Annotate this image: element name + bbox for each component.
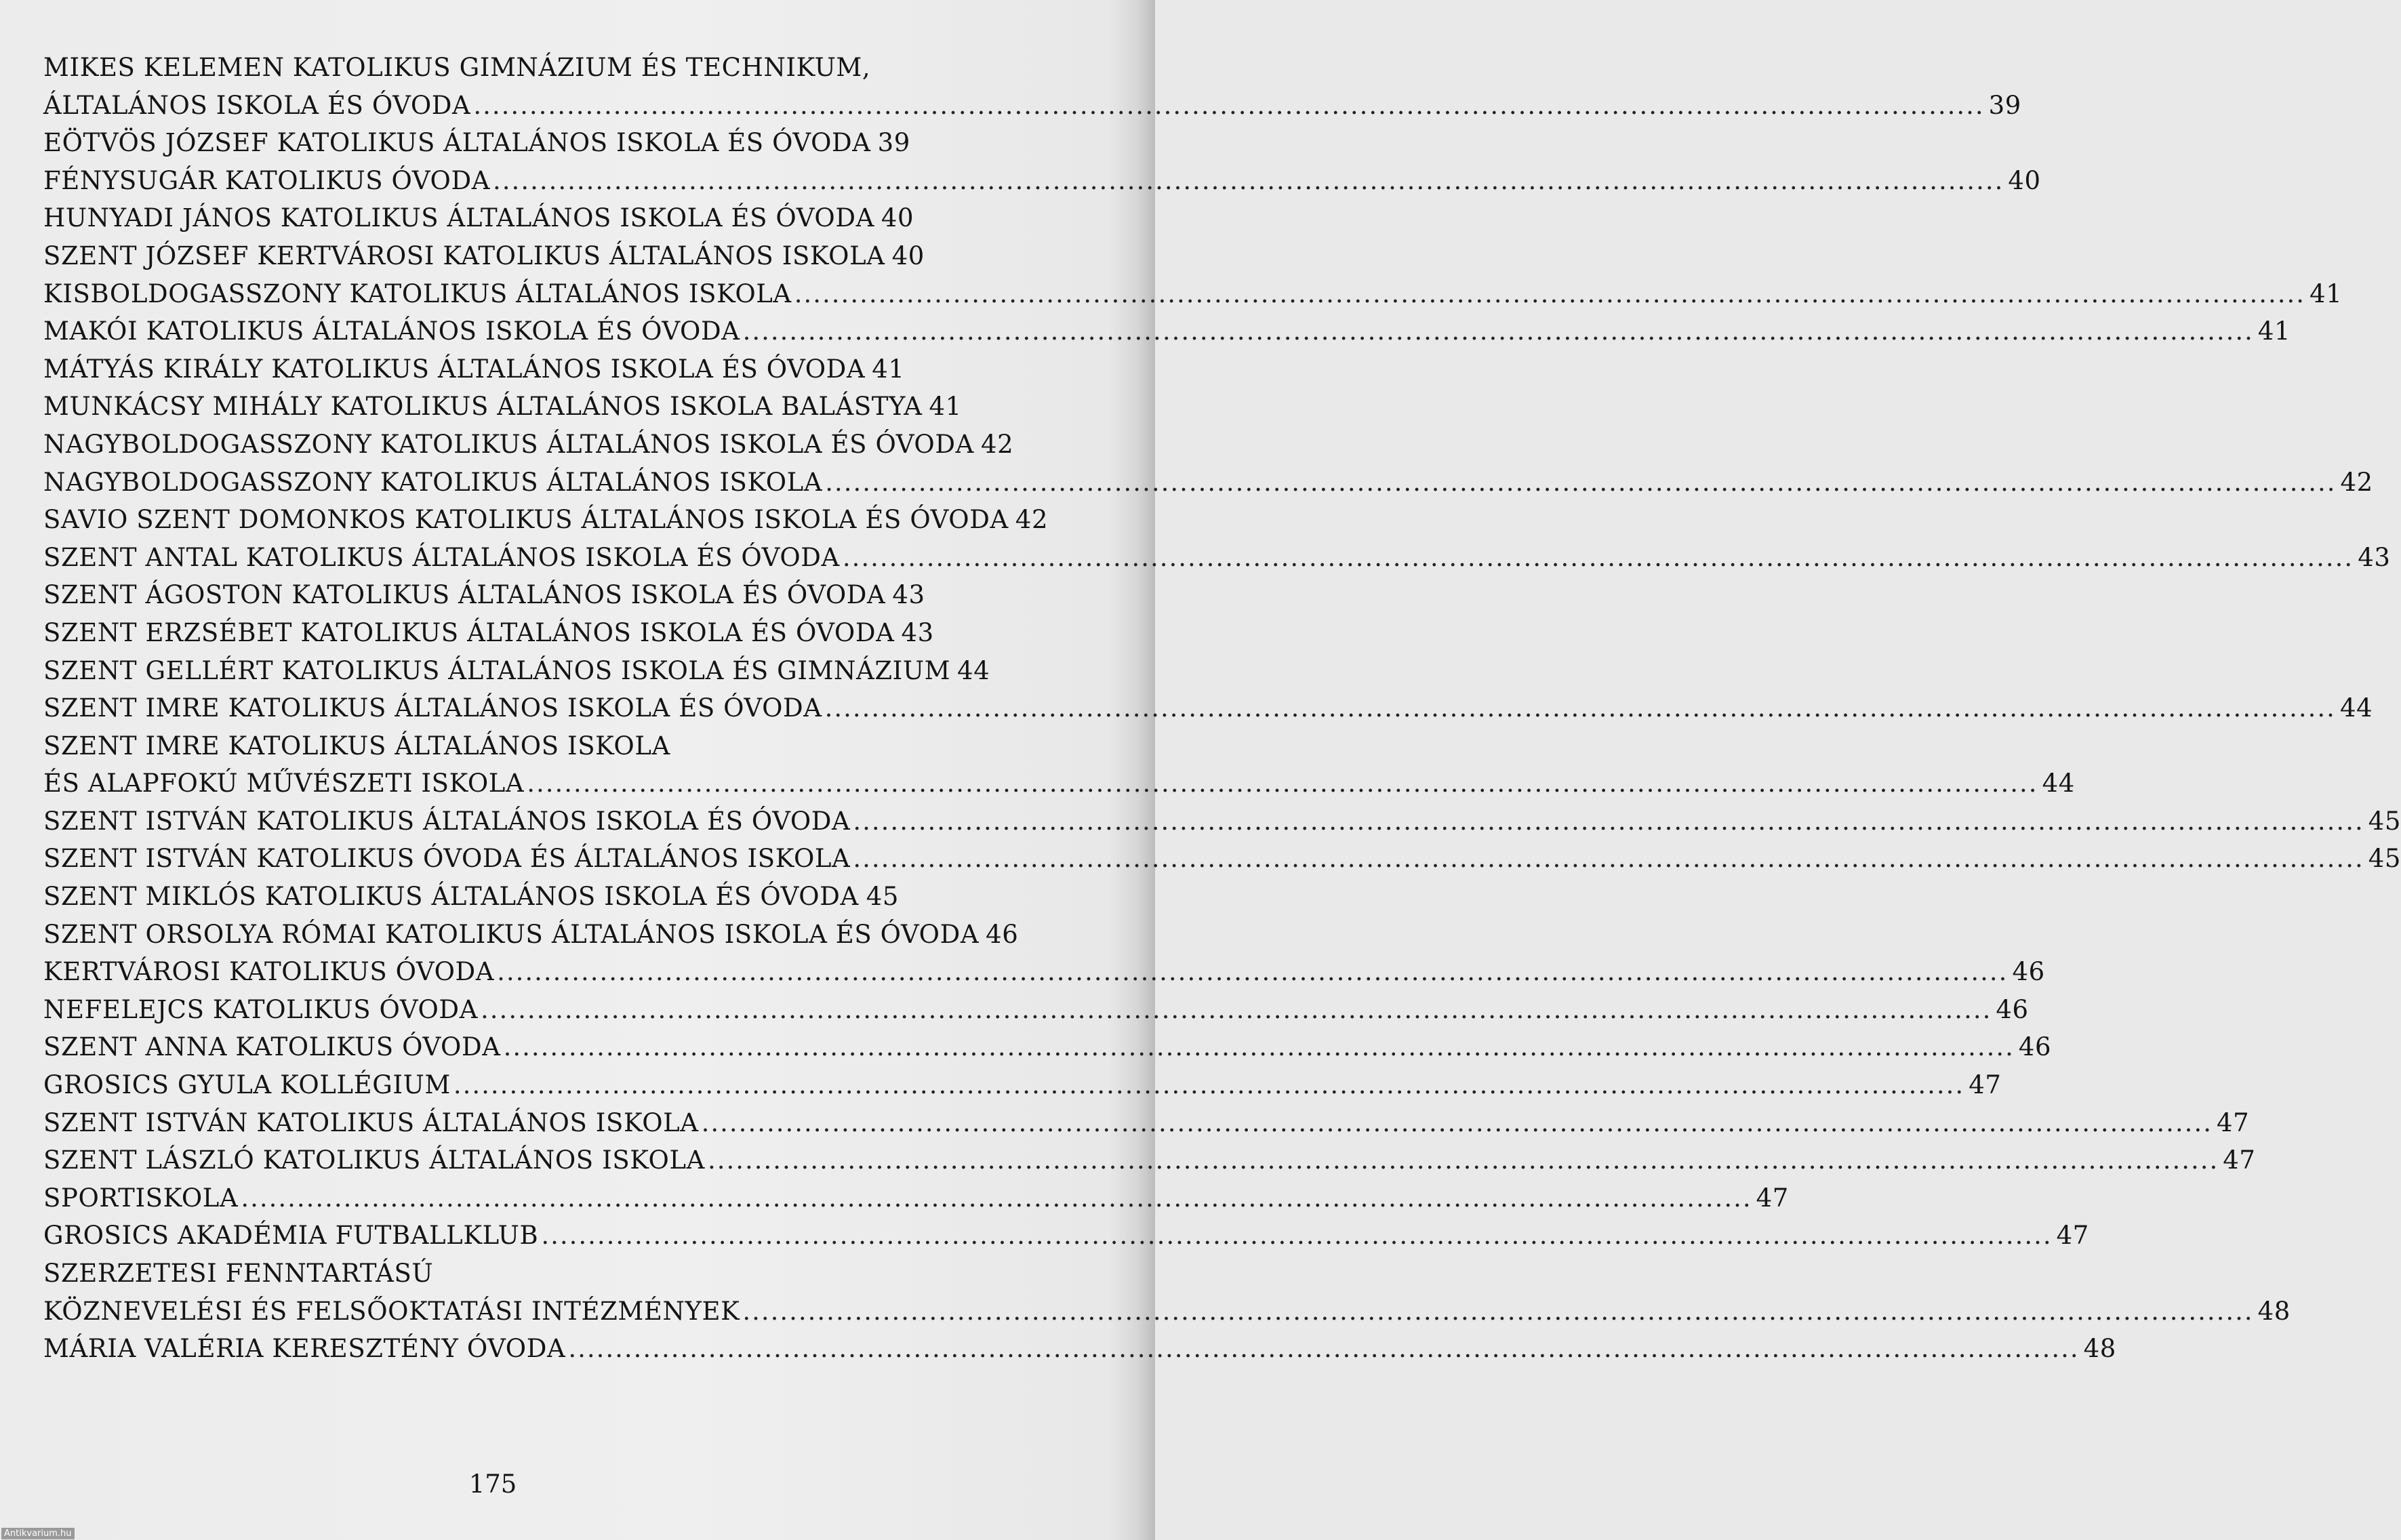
- toc-entry: [43, 275, 2343, 313]
- toc-entry-page-number: 40: [2008, 165, 2041, 195]
- toc-entry-page-number: 42: [1015, 505, 1049, 535]
- toc-entry: [43, 350, 905, 388]
- toc-entry-title: GROSICS AKADÉMIA FUTBALLKLUB: [43, 1221, 539, 1251]
- toc-entry-page-number: 44: [957, 655, 990, 685]
- dot-leader: [702, 1104, 2213, 1142]
- toc-entry: [43, 426, 1014, 464]
- toc-entry-page-number: 45: [2368, 806, 2401, 836]
- dot-leader: [794, 275, 2305, 313]
- toc-entry-page-number: 41: [929, 392, 962, 422]
- toc-entry: [43, 840, 2401, 878]
- toc-entry: [43, 1330, 2116, 1368]
- toc-entry-page-number: 41: [872, 354, 905, 384]
- toc-entry: [43, 991, 2029, 1029]
- toc-entry-title: SZENT JÓZSEF KERTVÁROSI KATOLIKUS ÁLTALÁNOS ISKOLA: [43, 241, 885, 270]
- toc-entry-title: SZENT ANTAL KATOLIKUS ÁLTALÁNOS ISKOLA ÉS ÓVODA: [43, 542, 840, 572]
- toc-entry-page-number: 47: [2223, 1146, 2256, 1175]
- toc-entry-page-number: 41: [2257, 317, 2291, 346]
- toc-entry-page-number: 39: [877, 128, 910, 158]
- dot-leader: [453, 1066, 1964, 1104]
- toc-entry: [43, 388, 962, 426]
- dot-leader: [241, 1179, 1752, 1217]
- dot-leader: [473, 87, 1984, 125]
- toc-entry-title: NEFELEJCS KATOLIKUS ÓVODA: [43, 994, 479, 1024]
- toc-entry-page-number: 47: [1756, 1183, 1789, 1213]
- toc-entry-page-number: 40: [891, 241, 925, 270]
- dot-leader: [853, 840, 2364, 878]
- dot-leader: [743, 312, 2254, 350]
- toc-entry-title: SZENT ÁGOSTON KATOLIKUS ÁLTALÁNOS ISKOLA ÉS ÓVODA: [43, 580, 886, 610]
- toc-entry-page-number: 46: [1996, 994, 2029, 1024]
- toc-entry: [43, 765, 2075, 803]
- toc-entry-title: SZERZETESI FENNTARTÁSÚ: [43, 1259, 434, 1288]
- toc-entry: [43, 576, 925, 614]
- toc-entry-title: SZENT LÁSZLÓ KATOLIKUS ÁLTALÁNOS ISKOLA: [43, 1146, 705, 1175]
- toc-entry: [43, 464, 2373, 502]
- toc-entry-title: SZENT ISTVÁN KATOLIKUS ÓVODA ÉS ÁLTALÁNOS ISKOLA: [43, 844, 851, 874]
- toc-entry: [43, 237, 925, 275]
- toc-entry-title: SPORTISKOLA: [43, 1183, 239, 1213]
- toc-entry: [43, 312, 2291, 350]
- toc-entry: [43, 501, 1049, 539]
- dot-leader: [504, 1028, 2015, 1066]
- toc-entry-page-number: 47: [1969, 1070, 2002, 1100]
- toc-entry-page-number: 45: [2368, 844, 2401, 874]
- toc-entry: [43, 652, 990, 690]
- toc-entry-title: NAGYBOLDOGASSZONY KATOLIKUS ÁLTALÁNOS ISKOLA ÉS ÓVODA: [43, 429, 974, 459]
- toc-entry-page-number: 46: [2018, 1032, 2052, 1062]
- page-number: 175: [468, 1470, 517, 1499]
- toc-entry: [43, 1179, 1789, 1217]
- toc-entry-title: ÉS ALAPFOKÚ MŰVÉSZETI ISKOLA: [43, 769, 525, 798]
- toc-entry-page-number: 39: [1988, 90, 2021, 120]
- toc-entry-title: SZENT IMRE KATOLIKUS ÁLTALÁNOS ISKOLA ÉS ÓVODA: [43, 693, 822, 723]
- toc-entry-title: NAGYBOLDOGASSZONY KATOLIKUS ÁLTALÁNOS ISKOLA: [43, 467, 823, 497]
- toc-entry: [43, 803, 2401, 840]
- toc-entry: [43, 916, 1019, 954]
- dot-leader: [527, 765, 2038, 803]
- toc-entry-page-number: 40: [881, 203, 914, 233]
- dot-leader: [825, 464, 2336, 502]
- toc-entry: [43, 1293, 2291, 1331]
- toc-entry-page-number: 46: [2012, 957, 2045, 987]
- toc-entry: [43, 124, 910, 162]
- toc-entry-page-number: 47: [2056, 1221, 2089, 1251]
- toc-entry: [43, 689, 2373, 727]
- toc-entry-page-number: 44: [2339, 693, 2373, 723]
- toc-entry-page-number: 48: [2257, 1296, 2291, 1326]
- toc-entry-page-number: 42: [980, 429, 1014, 459]
- toc-entry-title: KISBOLDOGASSZONY KATOLIKUS ÁLTALÁNOS ISKOLA: [43, 279, 792, 308]
- toc-entry-title: MUNKÁCSY MIHÁLY KATOLIKUS ÁLTALÁNOS ISKOLA BALÁSTYA: [43, 392, 923, 422]
- toc-entry-title: SZENT ANNA KATOLIKUS ÓVODA: [43, 1032, 501, 1062]
- toc-entry: [43, 1141, 2256, 1179]
- table-of-contents: [43, 49, 2401, 1368]
- toc-entry-page-number: 43: [2358, 542, 2391, 572]
- toc-entry: [43, 87, 2021, 125]
- toc-entry-title: SZENT ISTVÁN KATOLIKUS ÁLTALÁNOS ISKOLA ÉS ÓVODA: [43, 806, 851, 836]
- dot-leader: [497, 953, 2008, 991]
- toc-entry-title: HUNYADI JÁNOS KATOLIKUS ÁLTALÁNOS ISKOLA ÉS ÓVODA: [43, 203, 874, 233]
- watermark: Antikvarium.hu: [1, 1528, 75, 1539]
- toc-entry: [43, 953, 2045, 991]
- toc-entry-title: KERTVÁROSI KATOLIKUS ÓVODA: [43, 957, 495, 987]
- toc-entry-page-number: 42: [2340, 467, 2373, 497]
- toc-entry-page-number: 48: [2083, 1334, 2116, 1364]
- toc-entry-title: SZENT ERZSÉBET KATOLIKUS ÁLTALÁNOS ISKOLA ÉS ÓVODA: [43, 617, 895, 647]
- toc-entry-title: MAKÓI KATOLIKUS ÁLTALÁNOS ISKOLA ÉS ÓVODA: [43, 317, 740, 346]
- dot-leader: [493, 162, 2004, 200]
- dot-leader: [825, 689, 2336, 727]
- toc-entry-title: MÁTYÁS KIRÁLY KATOLIKUS ÁLTALÁNOS ISKOLA ÉS ÓVODA: [43, 354, 866, 384]
- toc-entry-title: SZENT IMRE KATOLIKUS ÁLTALÁNOS ISKOLA: [43, 731, 670, 761]
- toc-entry: [43, 539, 2391, 577]
- dot-leader: [481, 991, 1992, 1029]
- toc-entry-page-number: 45: [866, 882, 899, 912]
- toc-entry: [43, 1104, 2250, 1142]
- toc-entry-title: KÖZNEVELÉSI ÉS FELSŐOKTATÁSI INTÉZMÉNYEK: [43, 1296, 740, 1326]
- toc-entry-title: SAVIO SZENT DOMONKOS KATOLIKUS ÁLTALÁNOS ISKOLA ÉS ÓVODA: [43, 505, 1009, 535]
- toc-entry-title: MÁRIA VALÉRIA KERESZTÉNY ÓVODA: [43, 1334, 566, 1364]
- toc-entry-title: FÉNYSUGÁR KATOLIKUS ÓVODA: [43, 165, 491, 195]
- toc-entry-page-number: 47: [2216, 1108, 2250, 1137]
- toc-entry: [43, 1217, 2089, 1255]
- dot-leader: [843, 539, 2354, 577]
- dot-leader: [541, 1217, 2052, 1255]
- toc-entry: [43, 49, 899, 87]
- toc-entry: [43, 614, 934, 652]
- toc-entry-title: MIKES KELEMEN KATOLIKUS GIMNÁZIUM ÉS TECHNIKUM,: [43, 53, 871, 82]
- toc-entry: [43, 727, 899, 765]
- toc-entry-page-number: 44: [2042, 769, 2075, 798]
- toc-entry: [43, 878, 899, 916]
- toc-entry: [43, 1066, 2002, 1104]
- toc-entry-page-number: 46: [986, 919, 1019, 949]
- toc-entry-page-number: 43: [892, 580, 925, 610]
- toc-entry-title: GROSICS GYULA KOLLÉGIUM: [43, 1070, 451, 1100]
- toc-entry-page-number: 41: [2309, 279, 2343, 308]
- toc-entry: [43, 162, 2041, 200]
- dot-leader: [853, 803, 2364, 840]
- dot-leader: [708, 1141, 2219, 1179]
- toc-entry: [43, 1028, 2052, 1066]
- toc-entry-title: ÁLTALÁNOS ISKOLA ÉS ÓVODA: [43, 90, 471, 120]
- toc-entry-title: SZENT ORSOLYA RÓMAI KATOLIKUS ÁLTALÁNOS ISKOLA ÉS ÓVODA: [43, 919, 980, 949]
- dot-leader: [742, 1293, 2253, 1331]
- toc-entry-title: EÖTVÖS JÓZSEF KATOLIKUS ÁLTALÁNOS ISKOLA ÉS ÓVODA: [43, 128, 871, 158]
- toc-entry-title: SZENT ISTVÁN KATOLIKUS ÁLTALÁNOS ISKOLA: [43, 1108, 699, 1137]
- toc-entry: [43, 1255, 899, 1293]
- toc-entry: [43, 199, 914, 237]
- toc-entry-title: SZENT MIKLÓS KATOLIKUS ÁLTALÁNOS ISKOLA ÉS ÓVODA: [43, 882, 859, 912]
- toc-entry-page-number: 43: [901, 617, 934, 647]
- toc-entry-title: SZENT GELLÉRT KATOLIKUS ÁLTALÁNOS ISKOLA ÉS GIMNÁZIUM: [43, 655, 951, 685]
- dot-leader: [568, 1330, 2079, 1368]
